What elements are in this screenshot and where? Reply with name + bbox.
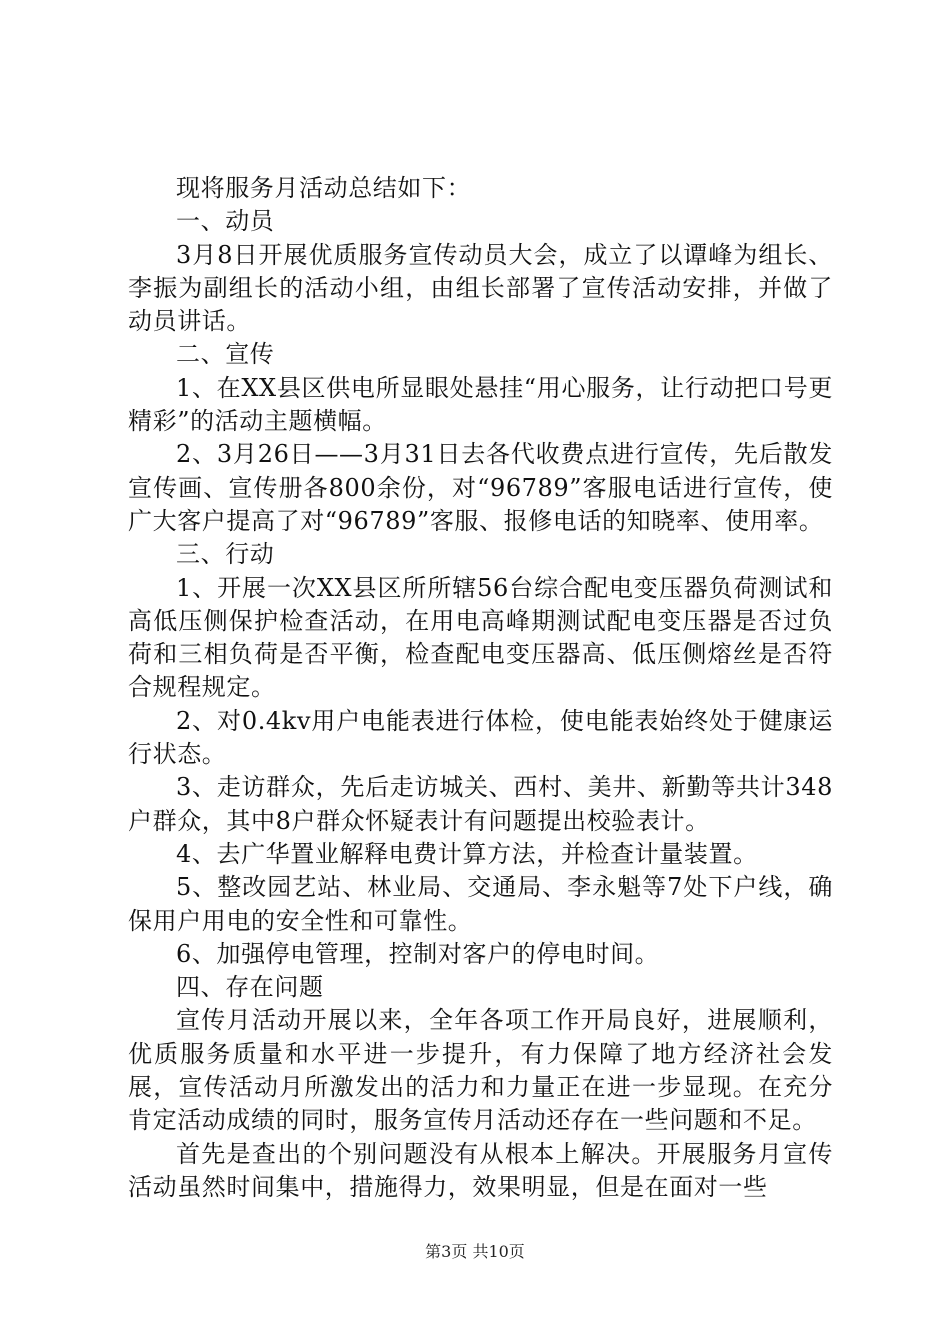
paragraph-action-6: 6、加强停电管理，控制对客户的停电时间。 [176, 939, 660, 968]
document-body [128, 172, 833, 1204]
page-number-label: 第3页 共10页 [425, 1242, 525, 1261]
paragraph-action-2: 2、对0.4kv用户电能表进行体检，使电能表始终处于健康运行状态。 [128, 706, 833, 769]
paragraph-publicity-2: 2、3月26日——3月31日去各代收费点进行宣传，先后散发宣传画、宣传册各800余份，对“96789”客服电话进行宣传，使广大客户提高了对“96789”客服、报修电话的知晓率、使用率。 [128, 440, 833, 535]
paragraph-problems-2: 首先是查出的个别问题没有从根本上解决。开展服务月宣传活动虽然时间集中，措施得力，效果明显，但是在面对一些 [128, 1139, 833, 1201]
paragraph-intro: 现将服务月活动总结如下： [176, 174, 472, 202]
heading-problems: 四、存在问题 [176, 973, 324, 1002]
heading-publicity: 二、宣传 [176, 340, 275, 369]
paragraph-action-4: 4、去广华置业解释电费计算方法，并检查计量装置。 [176, 839, 758, 868]
paragraph-action-5: 5、整改园艺站、林业局、交通局、李永魁等7处下户线，确保用户用电的安全性和可靠性。 [128, 873, 833, 935]
paragraph-publicity-1: 1、在XX县区供电所显眼处悬挂“用心服务，让行动把口号更精彩”的活动主题横幅。 [128, 373, 833, 436]
paragraph-mobilization: 3月8日开展优质服务宣传动员大会，成立了以谭峰为组长、李振为副组长的活动小组，由组长部署了宣传活动安排，并做了动员讲话。 [128, 240, 833, 336]
heading-mobilization: 一、动员 [176, 207, 275, 236]
paragraph-action-3: 3、走访群众，先后走访城关、西村、美井、新勤等共计348户群众，其中8户群众怀疑表计有问题提出校验表计。 [128, 773, 833, 835]
paragraph-action-1: 1、开展一次XX县区所所辖56台综合配电变压器负荷测试和高低压侧保护检查活动，在用电高峰期测试配电变压器是否过负荷和三相负荷是否平衡，检查配电变压器高、低压侧熔丝是否符合规程规定。 [128, 573, 833, 702]
heading-action: 三、行动 [176, 540, 275, 569]
paragraph-problems-1: 宣传月活动开展以来，全年各项工作开局良好，进展顺利，优质服务质量和水平进一步提升，有力保障了地方经济社会发展，宣传活动月所激发出的活力和力量正在进一步显现。在充分肯定活动成绩的同时，服务宣传月活动还存在一些问题和不足。 [128, 1006, 833, 1135]
page-footer [0, 1242, 950, 1262]
